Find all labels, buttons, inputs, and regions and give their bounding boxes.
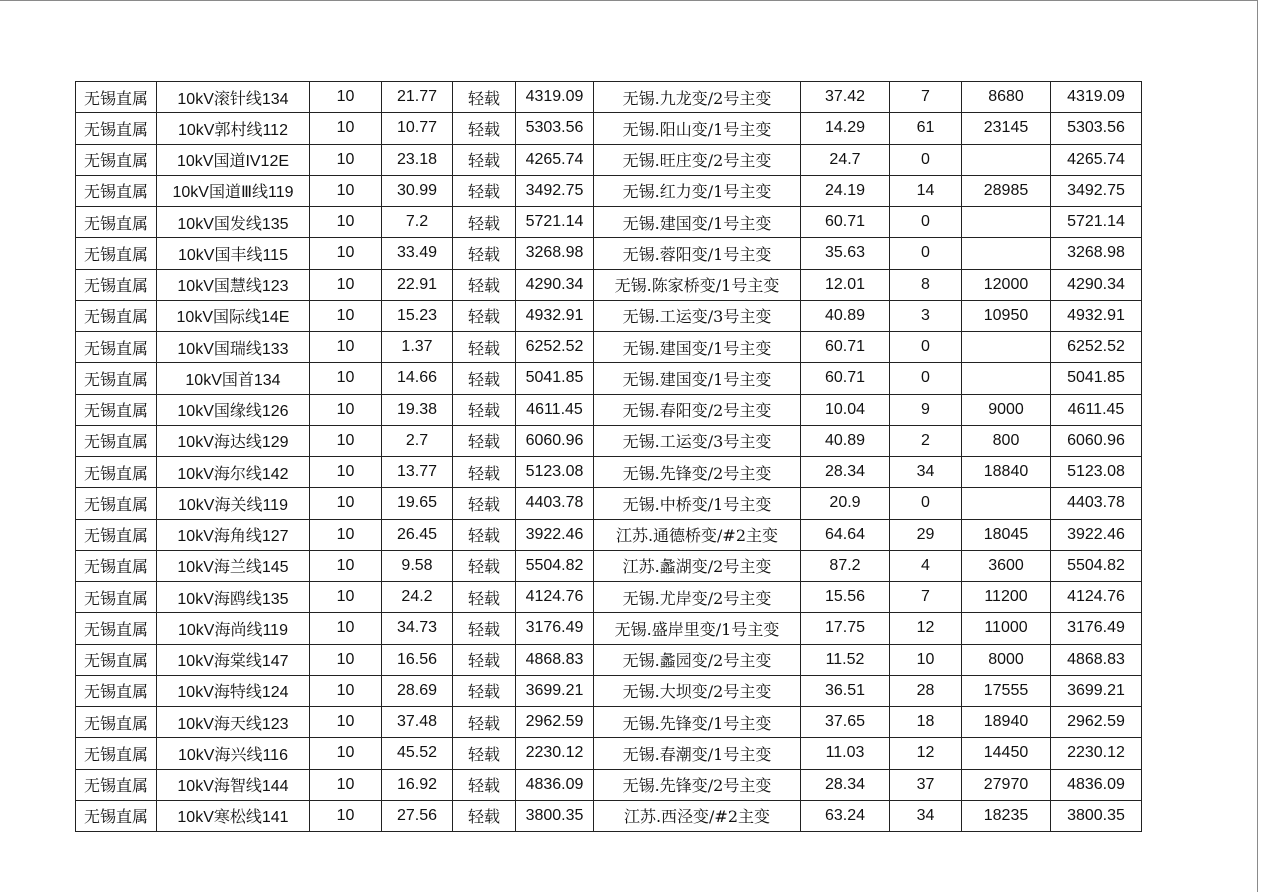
feeder-load-table (75, 81, 1142, 832)
transformer-cell: 无锡.工运变/3号主变 (594, 300, 801, 331)
available-capacity-cell: 2962.59 (1051, 707, 1142, 738)
voltage-cell: 10 (310, 769, 382, 800)
transformer-cell: 无锡.蠡园变/2号主变 (594, 644, 801, 675)
transformer-cell: 江苏.蠡湖变/2号主变 (594, 550, 801, 581)
voltage-cell: 10 (310, 175, 382, 206)
table-row (76, 269, 1142, 300)
load-rate-cell: 21.77 (382, 82, 453, 113)
available-capacity-cell: 4932.91 (1051, 300, 1142, 331)
load-status-cell: 轻载 (453, 457, 516, 488)
voltage-cell: 10 (310, 269, 382, 300)
capacity-cell: 4932.91 (516, 300, 594, 331)
transformer-load-cell: 20.9 (801, 488, 890, 519)
load-status-cell: 轻载 (453, 394, 516, 425)
voltage-cell: 10 (310, 519, 382, 550)
capacity-cell: 5041.85 (516, 363, 594, 394)
available-capacity-cell: 4868.83 (1051, 644, 1142, 675)
table-row (76, 675, 1142, 706)
transformer-load-cell: 87.2 (801, 550, 890, 581)
user-capacity-cell: 27970 (962, 769, 1051, 800)
user-count-cell: 0 (890, 363, 962, 394)
load-status-cell: 轻载 (453, 738, 516, 769)
voltage-cell: 10 (310, 300, 382, 331)
available-capacity-cell: 5041.85 (1051, 363, 1142, 394)
user-count-cell: 7 (890, 82, 962, 113)
table-row (76, 207, 1142, 238)
user-capacity-cell: 11200 (962, 582, 1051, 613)
table-row (76, 332, 1142, 363)
voltage-cell: 10 (310, 550, 382, 581)
feeder-line-cell: 10kV海智线144 (157, 769, 310, 800)
load-rate-cell: 26.45 (382, 519, 453, 550)
voltage-cell: 10 (310, 582, 382, 613)
feeder-line-cell: 10kV寒松线141 (157, 800, 310, 831)
user-capacity-cell: 28985 (962, 175, 1051, 206)
feeder-line-cell: 10kV海特线124 (157, 675, 310, 706)
load-rate-cell: 45.52 (382, 738, 453, 769)
user-count-cell: 0 (890, 488, 962, 519)
user-count-cell: 28 (890, 675, 962, 706)
transformer-cell: 无锡.春潮变/1号主变 (594, 738, 801, 769)
table-row (76, 550, 1142, 581)
voltage-cell: 10 (310, 644, 382, 675)
feeder-line-cell: 10kV郭村线112 (157, 113, 310, 144)
available-capacity-cell: 5504.82 (1051, 550, 1142, 581)
user-capacity-cell: 800 (962, 425, 1051, 456)
feeder-line-cell: 10kV海达线129 (157, 425, 310, 456)
table-row (76, 457, 1142, 488)
user-capacity-cell (962, 363, 1051, 394)
transformer-cell: 无锡.九龙变/2号主变 (594, 82, 801, 113)
unit-cell: 无锡直属 (76, 613, 157, 644)
transformer-cell: 无锡.蓉阳变/1号主变 (594, 238, 801, 269)
transformer-cell: 无锡.建国变/1号主变 (594, 363, 801, 394)
load-status-cell: 轻载 (453, 363, 516, 394)
capacity-cell: 4319.09 (516, 82, 594, 113)
feeder-line-cell: 10kV海角线127 (157, 519, 310, 550)
unit-cell: 无锡直属 (76, 519, 157, 550)
available-capacity-cell: 6252.52 (1051, 332, 1142, 363)
table-row (76, 300, 1142, 331)
capacity-cell: 3492.75 (516, 175, 594, 206)
unit-cell: 无锡直属 (76, 82, 157, 113)
load-rate-cell: 23.18 (382, 144, 453, 175)
feeder-line-cell: 10kV海兰线145 (157, 550, 310, 581)
load-status-cell: 轻载 (453, 582, 516, 613)
user-count-cell: 2 (890, 425, 962, 456)
transformer-cell: 无锡.春阳变/2号主变 (594, 394, 801, 425)
feeder-line-cell: 10kV海尔线142 (157, 457, 310, 488)
table-row (76, 582, 1142, 613)
available-capacity-cell: 3176.49 (1051, 613, 1142, 644)
transformer-cell: 无锡.先锋变/2号主变 (594, 457, 801, 488)
user-count-cell: 3 (890, 300, 962, 331)
feeder-line-cell: 10kV国丰线115 (157, 238, 310, 269)
capacity-cell: 4868.83 (516, 644, 594, 675)
transformer-cell: 无锡.阳山变/1号主变 (594, 113, 801, 144)
capacity-cell: 3800.35 (516, 800, 594, 831)
capacity-cell: 3176.49 (516, 613, 594, 644)
load-rate-cell: 37.48 (382, 707, 453, 738)
available-capacity-cell: 4836.09 (1051, 769, 1142, 800)
transformer-load-cell: 28.34 (801, 769, 890, 800)
user-count-cell: 7 (890, 582, 962, 613)
unit-cell: 无锡直属 (76, 644, 157, 675)
user-capacity-cell (962, 332, 1051, 363)
transformer-load-cell: 35.63 (801, 238, 890, 269)
transformer-load-cell: 24.19 (801, 175, 890, 206)
voltage-cell: 10 (310, 738, 382, 769)
user-count-cell: 0 (890, 238, 962, 269)
capacity-cell: 4290.34 (516, 269, 594, 300)
voltage-cell: 10 (310, 457, 382, 488)
user-count-cell: 0 (890, 207, 962, 238)
unit-cell: 无锡直属 (76, 425, 157, 456)
table-row (76, 175, 1142, 206)
available-capacity-cell: 5721.14 (1051, 207, 1142, 238)
feeder-line-cell: 10kV海兴线116 (157, 738, 310, 769)
user-count-cell: 8 (890, 269, 962, 300)
user-capacity-cell: 18840 (962, 457, 1051, 488)
load-rate-cell: 2.7 (382, 425, 453, 456)
available-capacity-cell: 3922.46 (1051, 519, 1142, 550)
user-count-cell: 0 (890, 332, 962, 363)
transformer-load-cell: 60.71 (801, 207, 890, 238)
voltage-cell: 10 (310, 425, 382, 456)
capacity-cell: 4403.78 (516, 488, 594, 519)
user-count-cell: 61 (890, 113, 962, 144)
load-rate-cell: 27.56 (382, 800, 453, 831)
available-capacity-cell: 3492.75 (1051, 175, 1142, 206)
feeder-line-cell: 10kV滚针线134 (157, 82, 310, 113)
transformer-load-cell: 11.52 (801, 644, 890, 675)
capacity-cell: 2230.12 (516, 738, 594, 769)
voltage-cell: 10 (310, 363, 382, 394)
load-rate-cell: 13.77 (382, 457, 453, 488)
load-status-cell: 轻载 (453, 300, 516, 331)
load-status-cell: 轻载 (453, 207, 516, 238)
table-row (76, 738, 1142, 769)
table-row (76, 425, 1142, 456)
voltage-cell: 10 (310, 82, 382, 113)
unit-cell: 无锡直属 (76, 300, 157, 331)
unit-cell: 无锡直属 (76, 332, 157, 363)
table-row (76, 144, 1142, 175)
unit-cell: 无锡直属 (76, 675, 157, 706)
transformer-load-cell: 11.03 (801, 738, 890, 769)
transformer-cell: 江苏.西泾变/#2主变 (594, 800, 801, 831)
load-rate-cell: 14.66 (382, 363, 453, 394)
user-capacity-cell: 11000 (962, 613, 1051, 644)
feeder-line-cell: 10kV国道Ⅲ线119 (157, 175, 310, 206)
capacity-cell: 4611.45 (516, 394, 594, 425)
feeder-line-cell: 10kV国发线135 (157, 207, 310, 238)
user-capacity-cell: 18940 (962, 707, 1051, 738)
available-capacity-cell: 5123.08 (1051, 457, 1142, 488)
transformer-load-cell: 10.04 (801, 394, 890, 425)
available-capacity-cell: 3699.21 (1051, 675, 1142, 706)
transformer-load-cell: 36.51 (801, 675, 890, 706)
feeder-line-cell: 10kV国瑞线133 (157, 332, 310, 363)
transformer-load-cell: 40.89 (801, 300, 890, 331)
user-capacity-cell (962, 207, 1051, 238)
transformer-load-cell: 37.65 (801, 707, 890, 738)
voltage-cell: 10 (310, 332, 382, 363)
load-status-cell: 轻载 (453, 644, 516, 675)
user-capacity-cell: 8000 (962, 644, 1051, 675)
voltage-cell: 10 (310, 707, 382, 738)
user-count-cell: 12 (890, 613, 962, 644)
unit-cell: 无锡直属 (76, 800, 157, 831)
capacity-cell: 5721.14 (516, 207, 594, 238)
transformer-load-cell: 40.89 (801, 425, 890, 456)
feeder-line-cell: 10kV海棠线147 (157, 644, 310, 675)
load-rate-cell: 34.73 (382, 613, 453, 644)
table-row (76, 394, 1142, 425)
user-count-cell: 12 (890, 738, 962, 769)
load-status-cell: 轻载 (453, 238, 516, 269)
load-rate-cell: 7.2 (382, 207, 453, 238)
user-count-cell: 9 (890, 394, 962, 425)
unit-cell: 无锡直属 (76, 269, 157, 300)
load-status-cell: 轻载 (453, 269, 516, 300)
voltage-cell: 10 (310, 488, 382, 519)
user-capacity-cell: 12000 (962, 269, 1051, 300)
transformer-cell: 无锡.盛岸里变/1号主变 (594, 613, 801, 644)
user-capacity-cell: 8680 (962, 82, 1051, 113)
unit-cell: 无锡直属 (76, 394, 157, 425)
capacity-cell: 3268.98 (516, 238, 594, 269)
table-row (76, 519, 1142, 550)
user-count-cell: 0 (890, 144, 962, 175)
table-row (76, 613, 1142, 644)
capacity-cell: 6252.52 (516, 332, 594, 363)
capacity-cell: 4124.76 (516, 582, 594, 613)
transformer-cell: 无锡.工运变/3号主变 (594, 425, 801, 456)
load-status-cell: 轻载 (453, 707, 516, 738)
transformer-cell: 无锡.旺庄变/2号主变 (594, 144, 801, 175)
capacity-cell: 5303.56 (516, 113, 594, 144)
voltage-cell: 10 (310, 113, 382, 144)
unit-cell: 无锡直属 (76, 113, 157, 144)
load-rate-cell: 1.37 (382, 332, 453, 363)
feeder-line-cell: 10kV海天线123 (157, 707, 310, 738)
load-status-cell: 轻载 (453, 82, 516, 113)
available-capacity-cell: 4611.45 (1051, 394, 1142, 425)
load-rate-cell: 22.91 (382, 269, 453, 300)
available-capacity-cell: 4265.74 (1051, 144, 1142, 175)
load-status-cell: 轻载 (453, 144, 516, 175)
unit-cell: 无锡直属 (76, 457, 157, 488)
load-rate-cell: 10.77 (382, 113, 453, 144)
transformer-load-cell: 15.56 (801, 582, 890, 613)
load-rate-cell: 24.2 (382, 582, 453, 613)
user-capacity-cell: 3600 (962, 550, 1051, 581)
load-status-cell: 轻载 (453, 488, 516, 519)
user-count-cell: 10 (890, 644, 962, 675)
load-status-cell: 轻载 (453, 425, 516, 456)
feeder-line-cell: 10kV国慧线123 (157, 269, 310, 300)
user-capacity-cell (962, 144, 1051, 175)
load-status-cell: 轻载 (453, 800, 516, 831)
table-row (76, 488, 1142, 519)
load-rate-cell: 30.99 (382, 175, 453, 206)
user-count-cell: 34 (890, 457, 962, 488)
feeder-line-cell: 10kV海关线119 (157, 488, 310, 519)
load-status-cell: 轻载 (453, 613, 516, 644)
voltage-cell: 10 (310, 613, 382, 644)
voltage-cell: 10 (310, 800, 382, 831)
transformer-load-cell: 37.42 (801, 82, 890, 113)
user-count-cell: 29 (890, 519, 962, 550)
load-status-cell: 轻载 (453, 550, 516, 581)
unit-cell: 无锡直属 (76, 207, 157, 238)
load-status-cell: 轻载 (453, 113, 516, 144)
table-row (76, 363, 1142, 394)
transformer-load-cell: 60.71 (801, 363, 890, 394)
user-count-cell: 37 (890, 769, 962, 800)
available-capacity-cell: 4124.76 (1051, 582, 1142, 613)
load-rate-cell: 16.56 (382, 644, 453, 675)
user-count-cell: 34 (890, 800, 962, 831)
unit-cell: 无锡直属 (76, 582, 157, 613)
load-status-cell: 轻载 (453, 332, 516, 363)
user-capacity-cell: 9000 (962, 394, 1051, 425)
load-rate-cell: 19.38 (382, 394, 453, 425)
load-rate-cell: 15.23 (382, 300, 453, 331)
table-row (76, 238, 1142, 269)
transformer-load-cell: 14.29 (801, 113, 890, 144)
table-row (76, 82, 1142, 113)
available-capacity-cell: 4403.78 (1051, 488, 1142, 519)
transformer-cell: 无锡.中桥变/1号主变 (594, 488, 801, 519)
transformer-cell: 无锡.先锋变/1号主变 (594, 707, 801, 738)
unit-cell: 无锡直属 (76, 488, 157, 519)
feeder-line-cell: 10kV国道IV12E (157, 144, 310, 175)
available-capacity-cell: 4319.09 (1051, 82, 1142, 113)
available-capacity-cell: 4290.34 (1051, 269, 1142, 300)
user-capacity-cell (962, 488, 1051, 519)
capacity-cell: 6060.96 (516, 425, 594, 456)
available-capacity-cell: 2230.12 (1051, 738, 1142, 769)
unit-cell: 无锡直属 (76, 738, 157, 769)
available-capacity-cell: 3800.35 (1051, 800, 1142, 831)
table-row (76, 800, 1142, 831)
load-rate-cell: 16.92 (382, 769, 453, 800)
user-count-cell: 4 (890, 550, 962, 581)
table-row (76, 113, 1142, 144)
unit-cell: 无锡直属 (76, 175, 157, 206)
available-capacity-cell: 6060.96 (1051, 425, 1142, 456)
transformer-load-cell: 12.01 (801, 269, 890, 300)
voltage-cell: 10 (310, 238, 382, 269)
capacity-cell: 4265.74 (516, 144, 594, 175)
capacity-cell: 5504.82 (516, 550, 594, 581)
unit-cell: 无锡直属 (76, 144, 157, 175)
voltage-cell: 10 (310, 207, 382, 238)
load-status-cell: 轻载 (453, 519, 516, 550)
available-capacity-cell: 3268.98 (1051, 238, 1142, 269)
load-rate-cell: 9.58 (382, 550, 453, 581)
table-body (76, 82, 1142, 832)
table-row (76, 644, 1142, 675)
transformer-load-cell: 60.71 (801, 332, 890, 363)
feeder-line-cell: 10kV海尚线119 (157, 613, 310, 644)
capacity-cell: 2962.59 (516, 707, 594, 738)
table-row (76, 707, 1142, 738)
transformer-cell: 无锡.尤岸变/2号主变 (594, 582, 801, 613)
transformer-load-cell: 17.75 (801, 613, 890, 644)
transformer-load-cell: 28.34 (801, 457, 890, 488)
load-status-cell: 轻载 (453, 175, 516, 206)
capacity-cell: 4836.09 (516, 769, 594, 800)
available-capacity-cell: 5303.56 (1051, 113, 1142, 144)
user-capacity-cell (962, 238, 1051, 269)
transformer-cell: 江苏.通德桥变/#2主变 (594, 519, 801, 550)
user-capacity-cell: 23145 (962, 113, 1051, 144)
voltage-cell: 10 (310, 394, 382, 425)
feeder-line-cell: 10kV海鸥线135 (157, 582, 310, 613)
voltage-cell: 10 (310, 144, 382, 175)
capacity-cell: 5123.08 (516, 457, 594, 488)
transformer-cell: 无锡.先锋变/2号主变 (594, 769, 801, 800)
user-count-cell: 14 (890, 175, 962, 206)
user-capacity-cell: 14450 (962, 738, 1051, 769)
unit-cell: 无锡直属 (76, 707, 157, 738)
load-rate-cell: 28.69 (382, 675, 453, 706)
voltage-cell: 10 (310, 675, 382, 706)
transformer-load-cell: 63.24 (801, 800, 890, 831)
transformer-load-cell: 64.64 (801, 519, 890, 550)
user-capacity-cell: 18045 (962, 519, 1051, 550)
transformer-cell: 无锡.建国变/1号主变 (594, 332, 801, 363)
user-capacity-cell: 10950 (962, 300, 1051, 331)
transformer-cell: 无锡.陈家桥变/1号主变 (594, 269, 801, 300)
unit-cell: 无锡直属 (76, 550, 157, 581)
capacity-cell: 3922.46 (516, 519, 594, 550)
transformer-cell: 无锡.建国变/1号主变 (594, 207, 801, 238)
user-capacity-cell: 17555 (962, 675, 1051, 706)
unit-cell: 无锡直属 (76, 238, 157, 269)
user-capacity-cell: 18235 (962, 800, 1051, 831)
load-status-cell: 轻载 (453, 769, 516, 800)
feeder-line-cell: 10kV国缘线126 (157, 394, 310, 425)
table-row (76, 769, 1142, 800)
transformer-load-cell: 24.7 (801, 144, 890, 175)
unit-cell: 无锡直属 (76, 769, 157, 800)
transformer-cell: 无锡.大坝变/2号主变 (594, 675, 801, 706)
capacity-cell: 3699.21 (516, 675, 594, 706)
load-rate-cell: 19.65 (382, 488, 453, 519)
load-rate-cell: 33.49 (382, 238, 453, 269)
transformer-cell: 无锡.红力变/1号主变 (594, 175, 801, 206)
load-status-cell: 轻载 (453, 675, 516, 706)
feeder-line-cell: 10kV国际线14E (157, 300, 310, 331)
user-count-cell: 18 (890, 707, 962, 738)
feeder-line-cell: 10kV国首134 (157, 363, 310, 394)
unit-cell: 无锡直属 (76, 363, 157, 394)
